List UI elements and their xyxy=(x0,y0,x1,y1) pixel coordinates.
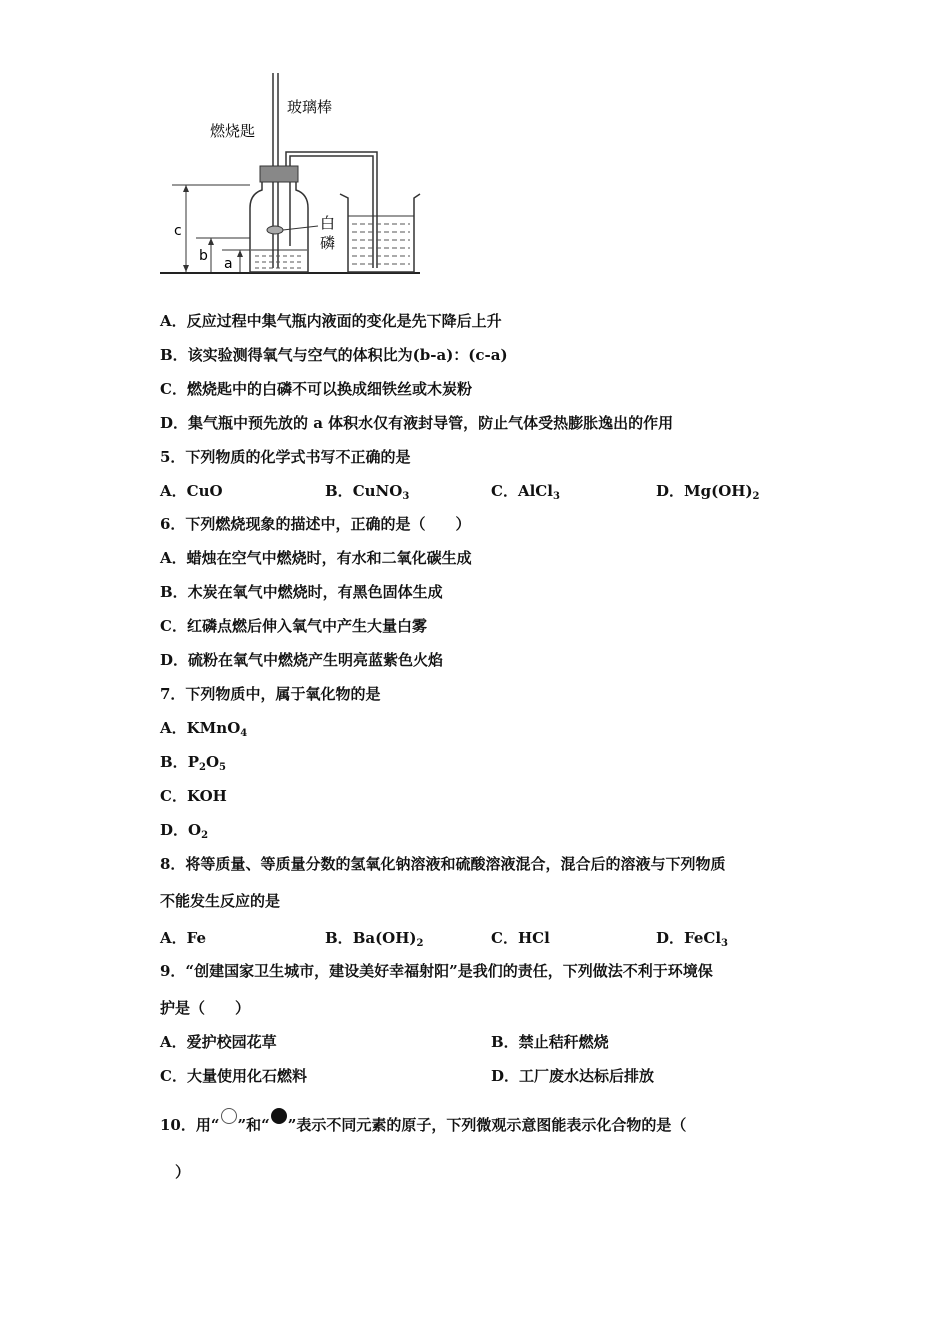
q9-option-a: A．爱护校园花草 xyxy=(160,1033,277,1051)
q5-stem: 5．下列物质的化学式书写不正确的是 xyxy=(160,448,411,466)
q6-option-b: B．木炭在氧气中燃烧时，有黑色固体生成 xyxy=(160,583,443,601)
q9-stem-line1: 9．“创建国家卫生城市，建设美好幸福射阳”是我们的责任，下列做法不利于环境保 xyxy=(160,962,713,980)
open-atom-icon xyxy=(221,1108,237,1124)
dark-atom-icon xyxy=(271,1108,287,1124)
q9-option-d: D．工厂废水达标后排放 xyxy=(491,1067,655,1085)
q7-option-a: A．KMnO$_4$ xyxy=(160,719,248,739)
q6-option-c: C．红磷点燃后伸入氧气中产生大量白雾 xyxy=(160,617,427,635)
q8-option-c: C．HCl xyxy=(491,929,550,947)
q5-option-c: C．AlCl$_3$ xyxy=(491,482,560,502)
label-c: c xyxy=(174,223,182,239)
label-spoon: 燃烧匙 xyxy=(210,122,256,140)
q6-option-a: A．蜡烛在空气中燃烧时，有水和二氧化碳生成 xyxy=(160,549,472,567)
q10-stem-line2: ） xyxy=(175,1163,191,1181)
q5-option-a: A．CuO xyxy=(160,482,223,500)
q5-option-d: D．$Mg(OH)_2$ xyxy=(656,482,760,502)
q4-option-b: B．该实验测得氧气与空气的体积比为(b-a)：(c-a) xyxy=(160,346,508,364)
label-glass-rod: 玻璃棒 xyxy=(287,98,333,116)
q8-option-b: B．$Ba(OH)_2$ xyxy=(325,929,424,949)
q7-option-c: C．KOH xyxy=(160,787,227,805)
q8-option-a: A．Fe xyxy=(160,929,207,947)
q8-option-d: D．FeCl$_3$ xyxy=(656,929,728,949)
label-b: b xyxy=(199,248,208,264)
label-white: 白 xyxy=(320,214,336,232)
q6-option-d: D．硫粉在氧气中燃烧产生明亮蓝紫色火焰 xyxy=(160,651,444,669)
q4-option-d: D．集气瓶中预先放的 a 体积水仅有液封导管，防止气体受热膨胀逸出的作用 xyxy=(160,414,674,432)
q9-stem-line2: 护是（ ） xyxy=(160,999,251,1017)
q4-option-a: A．反应过程中集气瓶内液面的变化是先下降后上升 xyxy=(160,312,502,330)
label-a: a xyxy=(224,256,233,272)
q5-option-b: B．CuNO$_3$ xyxy=(325,482,410,502)
phosphorus-experiment-diagram xyxy=(150,68,430,283)
q4-option-c: C．燃烧匙中的白磷不可以换成细铁丝或木炭粉 xyxy=(160,380,472,398)
q7-stem: 7．下列物质中，属于氧化物的是 xyxy=(160,685,381,703)
q10-stem: 10．用“ ”和“ ”表示不同元素的原子，下列微观示意图能表示化合物的是（ xyxy=(160,1108,686,1139)
q9-option-c: C．大量使用化石燃料 xyxy=(160,1067,307,1085)
q8-stem-line2: 不能发生反应的是 xyxy=(160,892,281,910)
q7-option-d: D．$O_2$ xyxy=(160,821,209,841)
label-phosphorus: 磷 xyxy=(320,234,336,252)
q9-option-b: B．禁止秸秆燃烧 xyxy=(491,1033,609,1051)
q7-option-b: B．$P_2O_5$ xyxy=(160,753,226,773)
q6-stem: 6．下列燃烧现象的描述中，正确的是（ ） xyxy=(160,515,471,533)
q8-stem-line1: 8．将等质量、等质量分数的氢氧化钠溶液和硫酸溶液混合，混合后的溶液与下列物质 xyxy=(160,855,726,873)
